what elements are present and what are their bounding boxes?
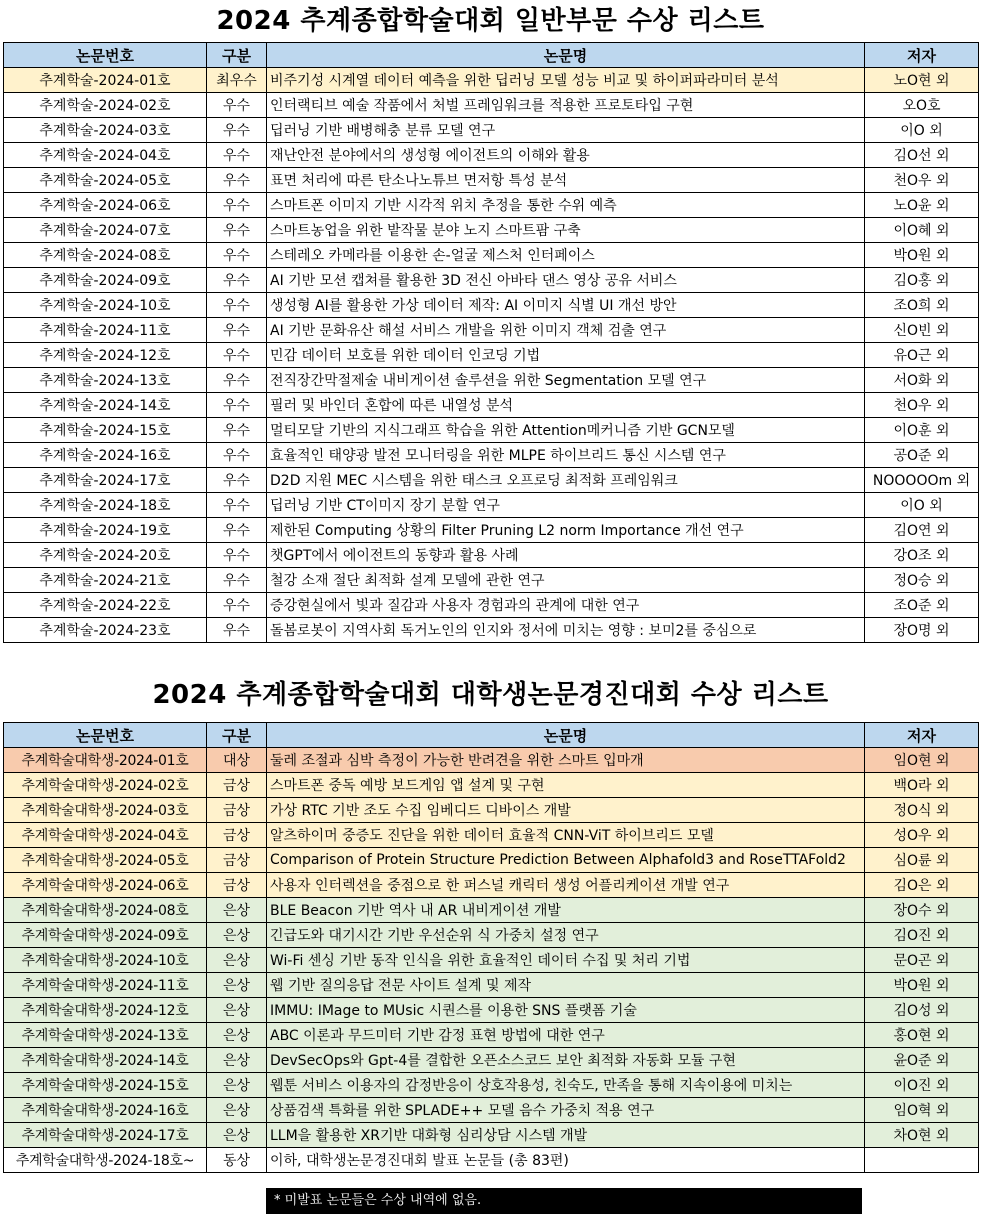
author-cell: 김O은 외 xyxy=(865,873,979,898)
author-cell: 조O희 외 xyxy=(865,293,979,318)
category-cell: 동상 xyxy=(207,1148,267,1173)
paper-number-cell: 추계학술대학생-2024-03호 xyxy=(4,798,207,823)
paper-number-cell: 추계학술-2024-11호 xyxy=(4,318,207,343)
header-category: 구분 xyxy=(207,43,267,68)
author-cell: 조O준 외 xyxy=(865,593,979,618)
table-row xyxy=(4,773,979,798)
paper-title-cell: 가상 RTC 기반 조도 수집 임베디드 디바이스 개발 xyxy=(267,798,865,823)
paper-title-cell: D2D 지원 MEC 시스템을 위한 태스크 오프로딩 최적화 프레임워크 xyxy=(267,468,865,493)
paper-number-cell: 추계학술대학생-2024-04호 xyxy=(4,823,207,848)
table-row xyxy=(4,543,979,568)
paper-title-cell: 철강 소재 절단 최적화 설계 모델에 관한 연구 xyxy=(267,568,865,593)
author-cell: 성O우 외 xyxy=(865,823,979,848)
paper-title-cell: 생성형 AI를 활용한 가상 데이터 제작: AI 이미지 식별 UI 개선 방안 xyxy=(267,293,865,318)
author-cell: 김O성 외 xyxy=(865,998,979,1023)
category-cell: 우수 xyxy=(207,218,267,243)
table-row xyxy=(4,1148,979,1173)
table-row xyxy=(4,923,979,948)
category-cell: 은상 xyxy=(207,973,267,998)
paper-title-cell: 재난안전 분야에서의 생성형 에이전트의 이해와 활용 xyxy=(267,143,865,168)
table-row xyxy=(4,468,979,493)
category-cell: 우수 xyxy=(207,443,267,468)
table-row xyxy=(4,93,979,118)
header-author: 저자 xyxy=(865,723,979,748)
paper-number-cell: 추계학술-2024-17호 xyxy=(4,468,207,493)
paper-number-cell: 추계학술대학생-2024-02호 xyxy=(4,773,207,798)
table-row xyxy=(4,618,979,643)
paper-title-cell: 둘레 조절과 심박 측정이 가능한 반려견을 위한 스마트 입마개 xyxy=(267,748,865,773)
author-cell: 유O근 외 xyxy=(865,343,979,368)
author-cell: 김O선 외 xyxy=(865,143,979,168)
category-cell: 은상 xyxy=(207,998,267,1023)
paper-title-cell: 표면 처리에 따른 탄소나노튜브 면저항 특성 분석 xyxy=(267,168,865,193)
category-cell: 은상 xyxy=(207,1098,267,1123)
table-row xyxy=(4,1123,979,1148)
table-row xyxy=(4,998,979,1023)
category-cell: 우수 xyxy=(207,368,267,393)
paper-title-cell: Wi-Fi 센싱 기반 동작 인식을 위한 효율적인 데이터 수집 및 처리 기법 xyxy=(267,948,865,973)
author-cell: 이O훈 외 xyxy=(865,418,979,443)
author-cell: 노O윤 외 xyxy=(865,193,979,218)
table-row xyxy=(4,268,979,293)
author-cell: 심O륜 외 xyxy=(865,848,979,873)
table-row xyxy=(4,143,979,168)
table-row xyxy=(4,748,979,773)
author-cell: 김O진 외 xyxy=(865,923,979,948)
paper-title-cell: 돌봄로봇이 지역사회 독거노인의 인지와 정서에 미치는 영향 : 보미2를 중심으로 xyxy=(267,618,865,643)
paper-title-cell: 스마트농업을 위한 밭작물 분야 노지 스마트팜 구축 xyxy=(267,218,865,243)
paper-title-cell: AI 기반 모션 캡쳐를 활용한 3D 전신 아바타 댄스 영상 공유 서비스 xyxy=(267,268,865,293)
table-row xyxy=(4,798,979,823)
category-cell: 금상 xyxy=(207,873,267,898)
table-header-row xyxy=(4,723,979,748)
category-cell: 우수 xyxy=(207,168,267,193)
table-row xyxy=(4,343,979,368)
paper-title-cell: 상품검색 특화를 위한 SPLADE++ 모델 음수 가중치 적용 연구 xyxy=(267,1098,865,1123)
category-cell: 은상 xyxy=(207,1023,267,1048)
category-cell: 우수 xyxy=(207,618,267,643)
paper-number-cell: 추계학술대학생-2024-09호 xyxy=(4,923,207,948)
author-cell: 백O라 외 xyxy=(865,773,979,798)
table-row xyxy=(4,493,979,518)
category-cell: 우수 xyxy=(207,318,267,343)
category-cell: 우수 xyxy=(207,493,267,518)
category-cell: 은상 xyxy=(207,1123,267,1148)
category-cell: 우수 xyxy=(207,243,267,268)
table-row xyxy=(4,518,979,543)
paper-number-cell: 추계학술대학생-2024-17호 xyxy=(4,1123,207,1148)
paper-number-cell: 추계학술-2024-06호 xyxy=(4,193,207,218)
paper-number-cell: 추계학술-2024-14호 xyxy=(4,393,207,418)
table-row xyxy=(4,168,979,193)
author-cell: 홍O현 외 xyxy=(865,1023,979,1048)
author-cell: 공O준 외 xyxy=(865,443,979,468)
paper-number-cell: 추계학술-2024-01호 xyxy=(4,68,207,93)
author-cell xyxy=(865,1148,979,1173)
author-cell: 강O조 외 xyxy=(865,543,979,568)
paper-number-cell: 추계학술-2024-09호 xyxy=(4,268,207,293)
author-cell: 이O혜 외 xyxy=(865,218,979,243)
paper-title-cell: 사용자 인터렉션을 중점으로 한 퍼스널 캐릭터 생성 어플리케이션 개발 연구 xyxy=(267,873,865,898)
table-row xyxy=(4,243,979,268)
author-cell: 이O진 외 xyxy=(865,1073,979,1098)
category-cell: 은상 xyxy=(207,923,267,948)
category-cell: 우수 xyxy=(207,193,267,218)
paper-number-cell: 추계학술-2024-15호 xyxy=(4,418,207,443)
paper-title-cell: ABC 이론과 무드미터 기반 감정 표현 방법에 대한 연구 xyxy=(267,1023,865,1048)
author-cell: 박O원 외 xyxy=(865,243,979,268)
paper-number-cell: 추계학술대학생-2024-18호~ xyxy=(4,1148,207,1173)
paper-number-cell: 추계학술대학생-2024-12호 xyxy=(4,998,207,1023)
paper-title-cell: 스마트폰 중독 예방 보드게임 앱 설계 및 구현 xyxy=(267,773,865,798)
paper-title-cell: 스마트폰 이미지 기반 시각적 위치 추정을 통한 수위 예측 xyxy=(267,193,865,218)
paper-title-cell: 효율적인 태양광 발전 모니터링을 위한 MLPE 하이브리드 통신 시스템 연구 xyxy=(267,443,865,468)
paper-title-cell: Comparison of Protein Structure Prediction Between Alphafold3 and RoseTTAFold2 xyxy=(267,848,865,873)
category-cell: 은상 xyxy=(207,898,267,923)
table-row xyxy=(4,368,979,393)
table-row xyxy=(4,393,979,418)
table-row xyxy=(4,898,979,923)
table-row xyxy=(4,593,979,618)
table-row xyxy=(4,293,979,318)
header-paper-title: 논문명 xyxy=(267,43,865,68)
author-cell: 오O호 xyxy=(865,93,979,118)
student-awards-table xyxy=(3,722,979,1173)
paper-number-cell: 추계학술-2024-05호 xyxy=(4,168,207,193)
paper-number-cell: 추계학술-2024-22호 xyxy=(4,593,207,618)
paper-number-cell: 추계학술대학생-2024-01호 xyxy=(4,748,207,773)
author-cell: 서O화 외 xyxy=(865,368,979,393)
paper-title-cell: 비주기성 시계열 데이터 예측을 위한 딥러닝 모델 성능 비교 및 하이퍼파라미터 분석 xyxy=(267,68,865,93)
paper-number-cell: 추계학술-2024-20호 xyxy=(4,543,207,568)
category-cell: 금상 xyxy=(207,798,267,823)
paper-title-cell: 필러 및 바인더 혼합에 따른 내열성 분석 xyxy=(267,393,865,418)
paper-title-cell: 스테레오 카메라를 이용한 손-얼굴 제스처 인터페이스 xyxy=(267,243,865,268)
category-cell: 우수 xyxy=(207,568,267,593)
table-row xyxy=(4,973,979,998)
category-cell: 금상 xyxy=(207,848,267,873)
paper-title-cell: 알츠하이머 중증도 진단을 위한 데이터 효율적 CNN-ViT 하이브리드 모델 xyxy=(267,823,865,848)
author-cell: 장O명 외 xyxy=(865,618,979,643)
category-cell: 은상 xyxy=(207,1073,267,1098)
table-row xyxy=(4,823,979,848)
category-cell: 우수 xyxy=(207,418,267,443)
paper-title-cell: 인터랙티브 예술 작품에서 처벌 프레임워크를 적용한 프로토타입 구현 xyxy=(267,93,865,118)
paper-number-cell: 추계학술대학생-2024-05호 xyxy=(4,848,207,873)
category-cell: 우수 xyxy=(207,468,267,493)
table-row xyxy=(4,443,979,468)
paper-number-cell: 추계학술-2024-23호 xyxy=(4,618,207,643)
table-row xyxy=(4,193,979,218)
category-cell: 우수 xyxy=(207,268,267,293)
paper-number-cell: 추계학술-2024-12호 xyxy=(4,343,207,368)
paper-number-cell: 추계학술대학생-2024-11호 xyxy=(4,973,207,998)
author-cell: 임O현 외 xyxy=(865,748,979,773)
paper-title-cell: 긴급도와 대기시간 기반 우선순위 식 가중치 설정 연구 xyxy=(267,923,865,948)
category-cell: 우수 xyxy=(207,143,267,168)
paper-title-cell: BLE Beacon 기반 역사 내 AR 내비게이션 개발 xyxy=(267,898,865,923)
table-row xyxy=(4,118,979,143)
author-cell: 정O승 외 xyxy=(865,568,979,593)
paper-number-cell: 추계학술-2024-10호 xyxy=(4,293,207,318)
paper-number-cell: 추계학술-2024-08호 xyxy=(4,243,207,268)
author-cell: 장O수 외 xyxy=(865,898,979,923)
paper-number-cell: 추계학술대학생-2024-16호 xyxy=(4,1098,207,1123)
table-header-row xyxy=(4,43,979,68)
table-row xyxy=(4,1073,979,1098)
paper-title-cell: 증강현실에서 빛과 질감과 사용자 경험과의 관계에 대한 연구 xyxy=(267,593,865,618)
author-cell: 이O 외 xyxy=(865,493,979,518)
category-cell: 우수 xyxy=(207,393,267,418)
paper-title-cell: 웹 기반 질의응답 전문 사이트 설계 및 제작 xyxy=(267,973,865,998)
paper-number-cell: 추계학술대학생-2024-13호 xyxy=(4,1023,207,1048)
author-cell: 김O홍 외 xyxy=(865,268,979,293)
author-cell: 천O우 외 xyxy=(865,168,979,193)
paper-title-cell: 딥러닝 기반 배병해충 분류 모델 연구 xyxy=(267,118,865,143)
paper-number-cell: 추계학술-2024-02호 xyxy=(4,93,207,118)
paper-title-cell: DevSecOps와 Gpt-4를 결합한 오픈소스코드 보안 최적화 자동화 모듈 구현 xyxy=(267,1048,865,1073)
author-cell: 정O식 외 xyxy=(865,798,979,823)
header-category: 구분 xyxy=(207,723,267,748)
table-row xyxy=(4,568,979,593)
paper-number-cell: 추계학술-2024-21호 xyxy=(4,568,207,593)
table-row xyxy=(4,1048,979,1073)
category-cell: 금상 xyxy=(207,773,267,798)
general-awards-table xyxy=(3,42,979,643)
author-cell: 신O빈 외 xyxy=(865,318,979,343)
paper-number-cell: 추계학술대학생-2024-08호 xyxy=(4,898,207,923)
header-author: 저자 xyxy=(865,43,979,68)
header-paper-title: 논문명 xyxy=(267,723,865,748)
paper-title-cell: 전직장간막절제술 내비게이션 솔루션을 위한 Segmentation 모델 연구 xyxy=(267,368,865,393)
paper-title-cell: LLM을 활용한 XR기반 대화형 심리상담 시스템 개발 xyxy=(267,1123,865,1148)
paper-title-cell: 제한된 Computing 상황의 Filter Pruning L2 norm Importance 개선 연구 xyxy=(267,518,865,543)
author-cell: NOOOOOm 외 xyxy=(865,468,979,493)
author-cell: 이O 외 xyxy=(865,118,979,143)
paper-number-cell: 추계학술-2024-16호 xyxy=(4,443,207,468)
table-row xyxy=(4,1023,979,1048)
category-cell: 은상 xyxy=(207,1048,267,1073)
paper-title-cell: IMMU: IMage to MUsic 시퀀스를 이용한 SNS 플랫폼 기술 xyxy=(267,998,865,1023)
paper-title-cell: 멀티모달 기반의 지식그래프 학습을 위한 Attention메커니즘 기반 GCN모델 xyxy=(267,418,865,443)
paper-title-cell: 이하, 대학생논문경진대회 발표 논문들 (총 83편) xyxy=(267,1148,865,1173)
paper-number-cell: 추계학술대학생-2024-10호 xyxy=(4,948,207,973)
paper-title-cell: 챗GPT에서 에이전트의 동향과 활용 사례 xyxy=(267,543,865,568)
table-row xyxy=(4,873,979,898)
paper-title-cell: 딥러닝 기반 CT이미지 장기 분할 연구 xyxy=(267,493,865,518)
category-cell: 우수 xyxy=(207,293,267,318)
category-cell: 최우수 xyxy=(207,68,267,93)
header-paper-number: 논문번호 xyxy=(4,723,207,748)
paper-number-cell: 추계학술대학생-2024-15호 xyxy=(4,1073,207,1098)
paper-number-cell: 추계학술-2024-19호 xyxy=(4,518,207,543)
author-cell: 임O혁 외 xyxy=(865,1098,979,1123)
category-cell: 우수 xyxy=(207,118,267,143)
author-cell: 문O곤 외 xyxy=(865,948,979,973)
author-cell: 윤O준 외 xyxy=(865,1048,979,1073)
category-cell: 우수 xyxy=(207,518,267,543)
category-cell: 금상 xyxy=(207,823,267,848)
paper-number-cell: 추계학술-2024-13호 xyxy=(4,368,207,393)
table-row xyxy=(4,848,979,873)
table-row xyxy=(4,418,979,443)
paper-number-cell: 추계학술-2024-04호 xyxy=(4,143,207,168)
paper-number-cell: 추계학술대학생-2024-14호 xyxy=(4,1048,207,1073)
table-row xyxy=(4,68,979,93)
header-paper-number: 논문번호 xyxy=(4,43,207,68)
author-cell: 차O현 외 xyxy=(865,1123,979,1148)
category-cell: 우수 xyxy=(207,93,267,118)
paper-number-cell: 추계학술대학생-2024-06호 xyxy=(4,873,207,898)
author-cell: 김O연 외 xyxy=(865,518,979,543)
footnote: * 미발표 논문들은 수상 내역에 없음. xyxy=(266,1188,862,1214)
paper-number-cell: 추계학술-2024-07호 xyxy=(4,218,207,243)
student-section-title: 2024 추계종합학술대회 대학생논문경진대회 수상 리스트 xyxy=(152,680,829,710)
category-cell: 대상 xyxy=(207,748,267,773)
paper-number-cell: 추계학술-2024-03호 xyxy=(4,118,207,143)
table-row xyxy=(4,948,979,973)
general-section-title: 2024 추계종합학술대회 일반부문 수상 리스트 xyxy=(216,6,765,36)
category-cell: 은상 xyxy=(207,948,267,973)
category-cell: 우수 xyxy=(207,593,267,618)
author-cell: 노O현 외 xyxy=(865,68,979,93)
author-cell: 천O우 외 xyxy=(865,393,979,418)
category-cell: 우수 xyxy=(207,543,267,568)
category-cell: 우수 xyxy=(207,343,267,368)
table-row xyxy=(4,318,979,343)
paper-title-cell: 민감 데이터 보호를 위한 데이터 인코딩 기법 xyxy=(267,343,865,368)
paper-title-cell: AI 기반 문화유산 해설 서비스 개발을 위한 이미지 객체 검출 연구 xyxy=(267,318,865,343)
table-row xyxy=(4,1098,979,1123)
paper-title-cell: 웹툰 서비스 이용자의 감정반응이 상호작용성, 친숙도, 만족을 통해 지속이용에 미치는 xyxy=(267,1073,865,1098)
table-row xyxy=(4,218,979,243)
author-cell: 박O원 외 xyxy=(865,973,979,998)
paper-number-cell: 추계학술-2024-18호 xyxy=(4,493,207,518)
